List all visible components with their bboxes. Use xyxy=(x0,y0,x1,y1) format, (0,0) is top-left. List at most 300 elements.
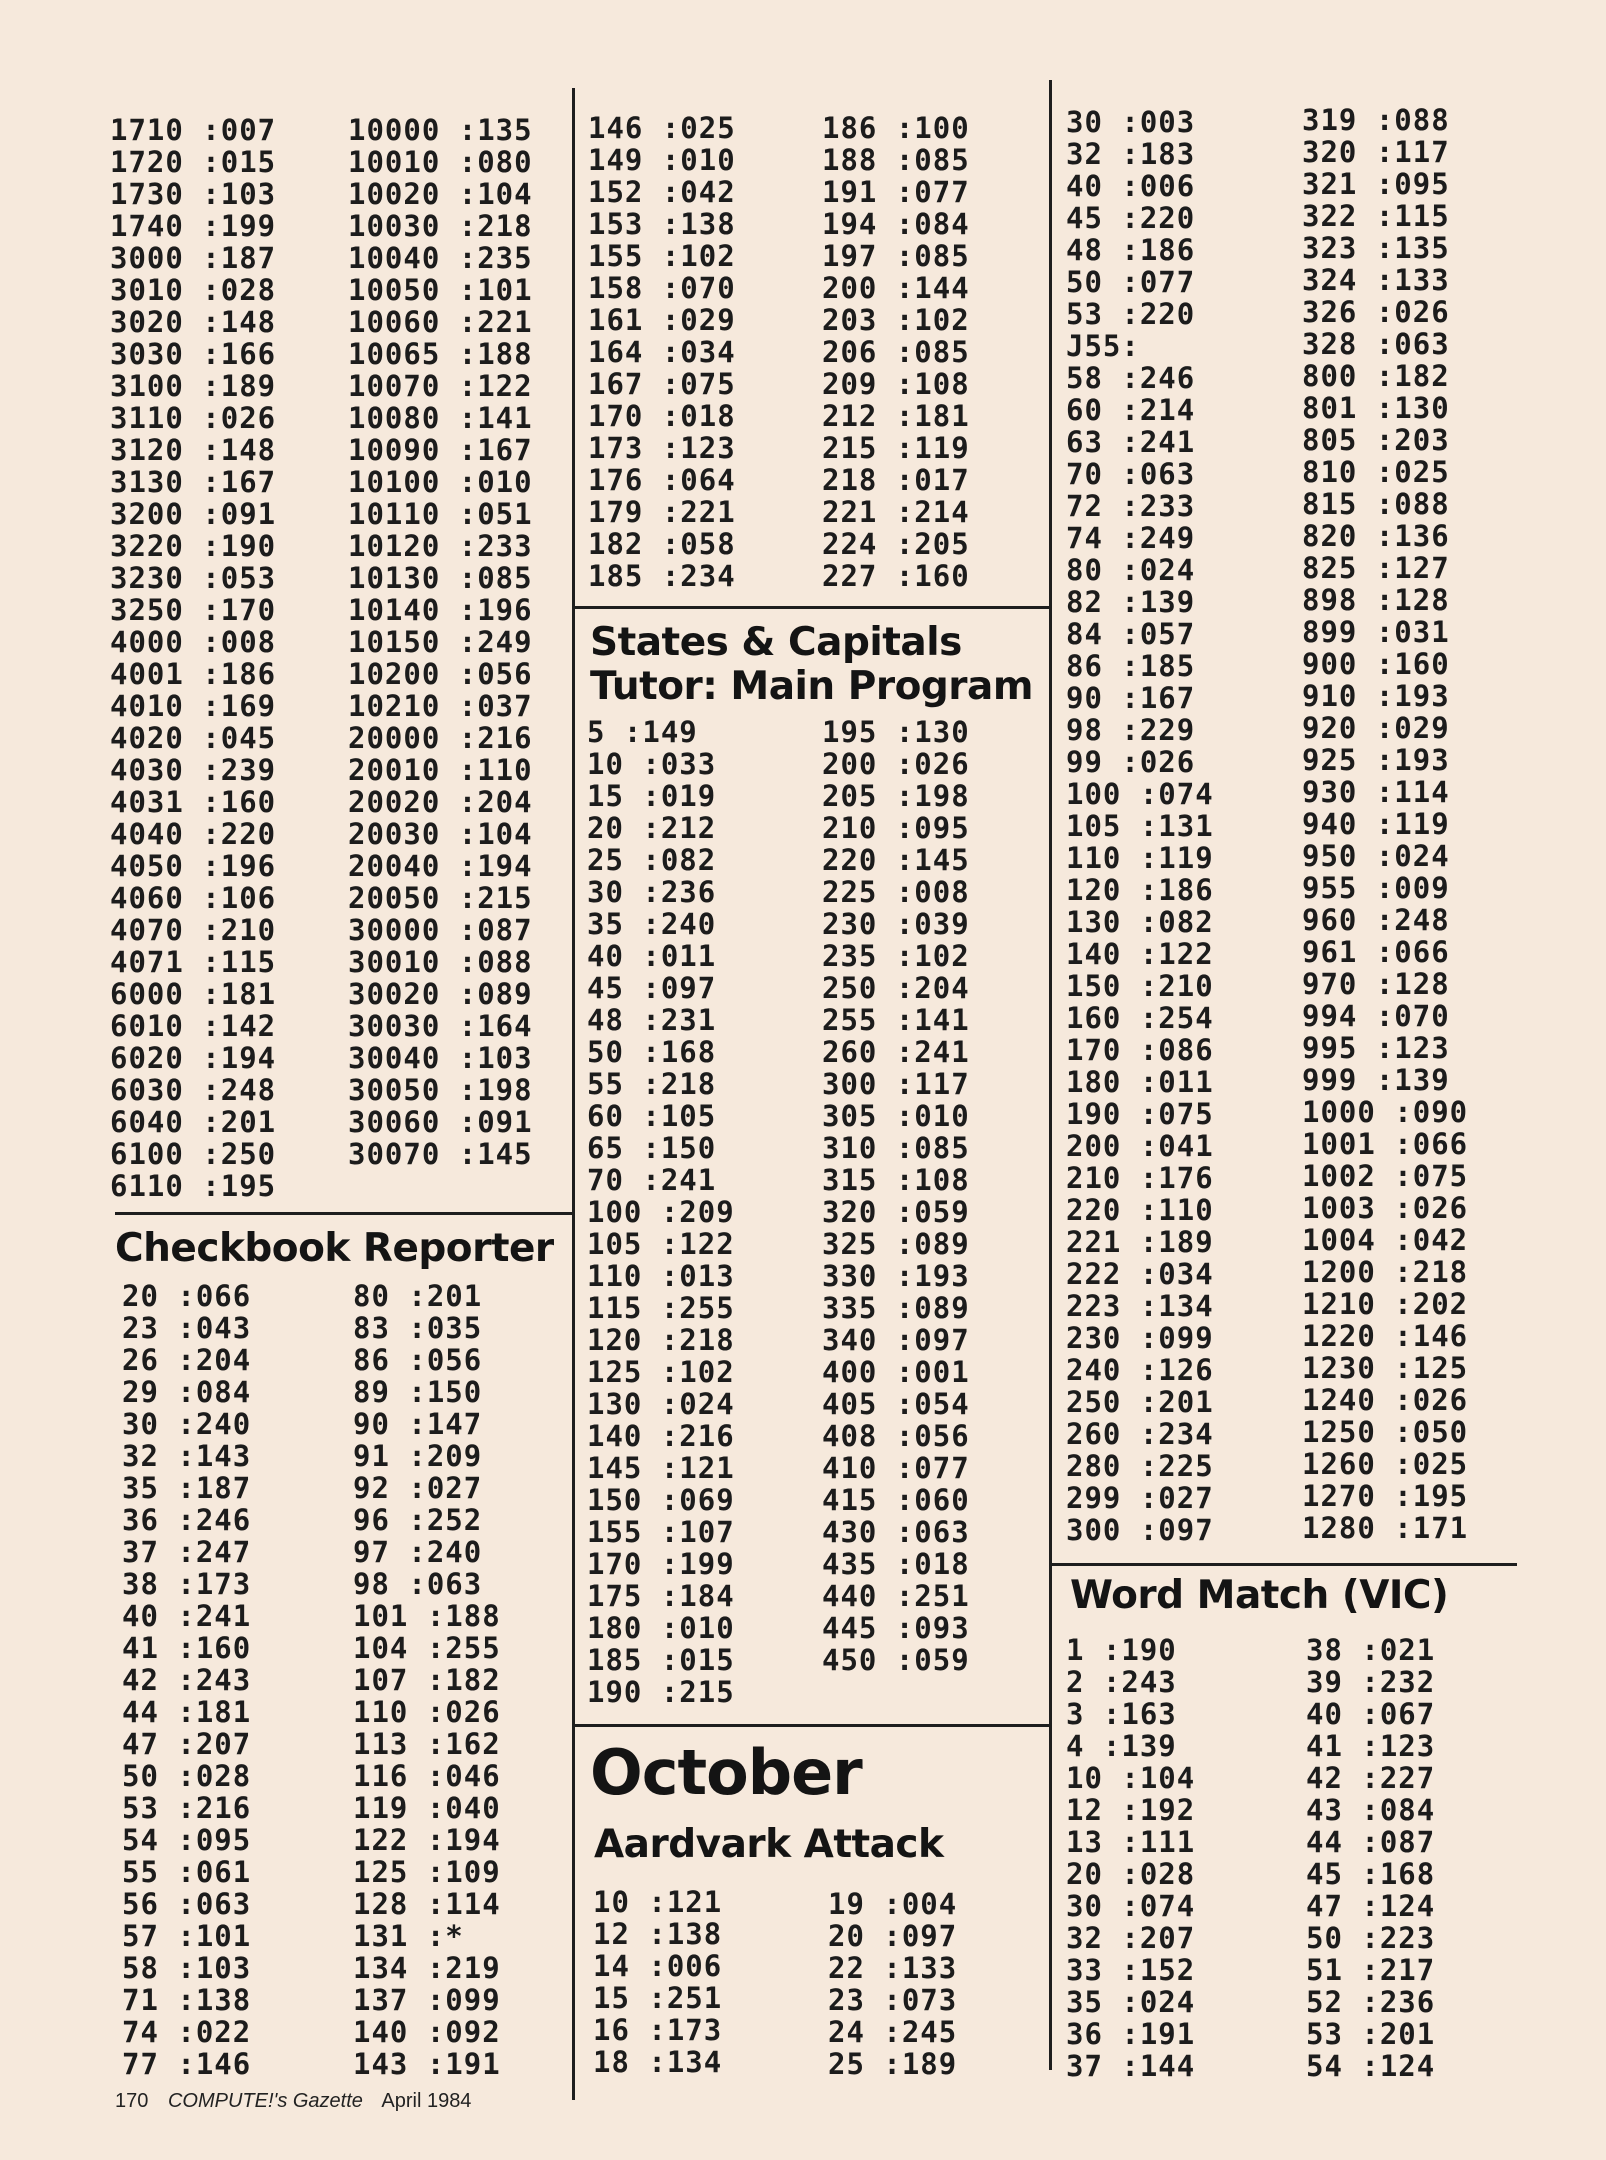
checksum-entry: 173 :123 xyxy=(588,431,736,465)
checksum-entry: 170 :018 xyxy=(588,399,736,433)
checksum-entry: 128 :114 xyxy=(353,1887,501,1921)
checksum-entry: 32 :143 xyxy=(122,1439,252,1473)
checksum-entry: 146 :025 xyxy=(588,111,736,145)
checksum-entry: 4010 :169 xyxy=(110,689,277,723)
checksum-entry: 4071 :115 xyxy=(110,945,277,979)
checksum-entry: 10050 :101 xyxy=(348,273,533,307)
column-divider-1 xyxy=(572,88,575,2100)
checksum-entry: 4020 :045 xyxy=(110,721,277,755)
checksum-entry: 48 :231 xyxy=(587,1003,717,1037)
checksum-entry: 899 :031 xyxy=(1302,615,1450,649)
aardvark-col2 xyxy=(828,1888,1028,2080)
checksum-entry: 170 :086 xyxy=(1066,1033,1214,1067)
checksum-entry: 920 :029 xyxy=(1302,711,1450,745)
checksum-entry: 89 :150 xyxy=(353,1375,483,1409)
checksum-entry: 58 :246 xyxy=(1066,361,1196,395)
checksum-entry: 180 :010 xyxy=(587,1611,735,1645)
checksum-entry: 15 :251 xyxy=(593,1981,723,2015)
checksum-entry: 205 :198 xyxy=(822,779,970,813)
checksum-entry: 12 :138 xyxy=(593,1917,723,1951)
checksum-entry: 220 :145 xyxy=(822,843,970,877)
checksum-entry: 83 :035 xyxy=(353,1311,483,1345)
checksum-entry: 160 :254 xyxy=(1066,1001,1214,1035)
checksum-entry: 260 :241 xyxy=(822,1035,970,1069)
checksum-entry: 3230 :053 xyxy=(110,561,277,595)
checksum-entry: 105 :131 xyxy=(1066,809,1214,843)
checksum-entry: 310 :085 xyxy=(822,1131,970,1165)
checksum-entry: 90 :147 xyxy=(353,1407,483,1441)
checksum-entry: 42 :243 xyxy=(122,1663,252,1697)
checksum-entry: 10060 :221 xyxy=(348,305,533,339)
checksum-entry: 14 :006 xyxy=(593,1949,723,1983)
checksum-entry: 960 :248 xyxy=(1302,903,1450,937)
checksum-entry: 224 :205 xyxy=(822,527,970,561)
checksum-entry: 940 :119 xyxy=(1302,807,1450,841)
checksum-entry: 994 :070 xyxy=(1302,999,1450,1033)
checksum-entry: 223 :134 xyxy=(1066,1289,1214,1323)
checksum-entry: 91 :209 xyxy=(353,1439,483,1473)
checksum-entry: 1240 :026 xyxy=(1302,1383,1469,1417)
checksum-entry: 335 :089 xyxy=(822,1291,970,1325)
checksum-entry: 36 :246 xyxy=(122,1503,252,1537)
checksum-entry: 203 :102 xyxy=(822,303,970,337)
checksum-entry: 29 :084 xyxy=(122,1375,252,1409)
checksum-entry: 25 :189 xyxy=(828,2047,958,2081)
checksum-entry: 47 :207 xyxy=(122,1727,252,1761)
checksum-entry: 3120 :148 xyxy=(110,433,277,467)
checksum-entry: 220 :110 xyxy=(1066,1193,1214,1227)
section-rule-checkbook xyxy=(115,1212,575,1215)
checksum-entry: 408 :056 xyxy=(822,1419,970,1453)
checksum-entry: 45 :220 xyxy=(1066,201,1196,235)
checksum-entry: 30050 :198 xyxy=(348,1073,533,1107)
checksum-entry: 300 :097 xyxy=(1066,1513,1214,1547)
checksum-entry: 260 :234 xyxy=(1066,1417,1214,1451)
checksum-entry: 10040 :235 xyxy=(348,241,533,275)
checksum-entry: 65 :150 xyxy=(587,1131,717,1165)
checksum-entry: 54 :124 xyxy=(1306,2049,1436,2083)
checksum-entry: 30 :240 xyxy=(122,1407,252,1441)
checksum-entry: 60 :214 xyxy=(1066,393,1196,427)
checksum-entry: 50 :077 xyxy=(1066,265,1196,299)
checksum-entry: 182 :058 xyxy=(588,527,736,561)
checksum-entry: 330 :193 xyxy=(822,1259,970,1293)
aardvark-col1 xyxy=(593,1886,793,2078)
checksum-entry: 23 :043 xyxy=(122,1311,252,1345)
checksum-entry: 4040 :220 xyxy=(110,817,277,851)
checksum-entry: 155 :102 xyxy=(588,239,736,273)
checksum-entry: 10150 :249 xyxy=(348,625,533,659)
checksum-entry: 400 :001 xyxy=(822,1355,970,1389)
section-rule-states xyxy=(575,606,1051,609)
checksum-entry: 18 :134 xyxy=(593,2045,723,2079)
checksum-entry: 194 :084 xyxy=(822,207,970,241)
checksum-entry: 3010 :028 xyxy=(110,273,277,307)
checksum-entry: 152 :042 xyxy=(588,175,736,209)
checksum-entry: 38 :173 xyxy=(122,1567,252,1601)
checksum-entry: 70 :241 xyxy=(587,1163,717,1197)
checksum-entry: 305 :010 xyxy=(822,1099,970,1133)
checksum-entry: 323 :135 xyxy=(1302,231,1450,265)
checksum-entry: 100 :209 xyxy=(587,1195,735,1229)
column-divider-2 xyxy=(1049,80,1052,2070)
checksum-entry: 3130 :167 xyxy=(110,465,277,499)
checksum-entry: 810 :025 xyxy=(1302,455,1450,489)
checksum-entry: 20020 :204 xyxy=(348,785,533,819)
checksum-entry: 48 :186 xyxy=(1066,233,1196,267)
checksum-entry: 1260 :025 xyxy=(1302,1447,1469,1481)
checksum-entry: 57 :101 xyxy=(122,1919,252,1953)
checksum-entry: 145 :121 xyxy=(587,1451,735,1485)
checksum-entry: 210 :095 xyxy=(822,811,970,845)
checksum-entry: 134 :219 xyxy=(353,1951,501,1985)
checksum-entry: 324 :133 xyxy=(1302,263,1450,297)
checksum-entry: 155 :107 xyxy=(587,1515,735,1549)
checksum-entry: 30 :236 xyxy=(587,875,717,909)
checksum-entry: 37 :247 xyxy=(122,1535,252,1569)
checksum-entry: 3250 :170 xyxy=(110,593,277,627)
checksum-entry: 20000 :216 xyxy=(348,721,533,755)
checksum-entry: 41 :123 xyxy=(1306,1729,1436,1763)
checksum-entry: 200 :026 xyxy=(822,747,970,781)
section-rule-october xyxy=(575,1724,1051,1727)
checksum-entry: 140 :122 xyxy=(1066,937,1214,971)
listing-b-col1 xyxy=(588,112,788,592)
checksum-entry: 80 :024 xyxy=(1066,553,1196,587)
checksum-entry: 6110 :195 xyxy=(110,1169,277,1203)
checksum-entry: 1230 :125 xyxy=(1302,1351,1469,1385)
checksum-entry: 74 :022 xyxy=(122,2015,252,2049)
checksum-entry: 20 :028 xyxy=(1066,1857,1196,1891)
checksum-entry: 322 :115 xyxy=(1302,199,1450,233)
checksum-entry: 320 :059 xyxy=(822,1195,970,1229)
checksum-entry: 325 :089 xyxy=(822,1227,970,1261)
checksum-entry: 39 :232 xyxy=(1306,1665,1436,1699)
checksum-entry: 3100 :189 xyxy=(110,369,277,403)
listing-a-col1 xyxy=(110,114,300,1202)
checksum-entry: 925 :193 xyxy=(1302,743,1450,777)
magazine-name: COMPUTE!'s Gazette xyxy=(167,2090,363,2112)
checksum-entry: 13 :111 xyxy=(1066,1825,1196,1859)
checksum-entry: 200 :041 xyxy=(1066,1129,1214,1163)
checksum-entry: 161 :029 xyxy=(588,303,736,337)
states-title-line1: States & Capitals xyxy=(590,620,962,665)
checksum-entry: 47 :124 xyxy=(1306,1889,1436,1923)
checksum-entry: 825 :127 xyxy=(1302,551,1450,585)
checksum-entry: 176 :064 xyxy=(588,463,736,497)
checksum-entry: 1003 :026 xyxy=(1302,1191,1469,1225)
checksum-entry: 230 :039 xyxy=(822,907,970,941)
checksum-entry: 6010 :142 xyxy=(110,1009,277,1043)
checksum-entry: 10110 :051 xyxy=(348,497,533,531)
checksum-entry: 32 :207 xyxy=(1066,1921,1196,1955)
checksum-entry: 280 :225 xyxy=(1066,1449,1214,1483)
checksum-entry: 143 :191 xyxy=(353,2047,501,2081)
checksum-entry: 30000 :087 xyxy=(348,913,533,947)
checksum-entry: 405 :054 xyxy=(822,1387,970,1421)
checksum-entry: 12 :192 xyxy=(1066,1793,1196,1827)
checksum-entry: 415 :060 xyxy=(822,1483,970,1517)
checksum-entry: 51 :217 xyxy=(1306,1953,1436,1987)
checksum-entry: 98 :063 xyxy=(353,1567,483,1601)
checksum-entry: 1730 :103 xyxy=(110,177,277,211)
checksum-entry: 1710 :007 xyxy=(110,113,277,147)
checksum-entry: 82 :139 xyxy=(1066,585,1196,619)
checksum-entry: 30010 :088 xyxy=(348,945,533,979)
checksum-entry: 970 :128 xyxy=(1302,967,1450,1001)
checksum-entry: 1740 :199 xyxy=(110,209,277,243)
checksum-entry: 16 :173 xyxy=(593,2013,723,2047)
checksum-entry: 53 :216 xyxy=(122,1791,252,1825)
checksum-entry: 1002 :075 xyxy=(1302,1159,1469,1193)
checksum-entry: 3220 :190 xyxy=(110,529,277,563)
checksum-entry: 40 :006 xyxy=(1066,169,1196,203)
checksum-entry: 77 :146 xyxy=(122,2047,252,2081)
checksum-entry: 212 :181 xyxy=(822,399,970,433)
checksum-entry: 186 :100 xyxy=(822,111,970,145)
checksum-entry: 119 :040 xyxy=(353,1791,501,1825)
checksum-entry: 105 :122 xyxy=(587,1227,735,1261)
checksum-entry: 20040 :194 xyxy=(348,849,533,883)
checksum-entry: 97 :240 xyxy=(353,1535,483,1569)
checksum-entry: 90 :167 xyxy=(1066,681,1196,715)
checksum-entry: 1200 :218 xyxy=(1302,1255,1469,1289)
checksum-entry: 110 :119 xyxy=(1066,841,1214,875)
checksum-entry: 24 :245 xyxy=(828,2015,958,2049)
checksum-entry: 10010 :080 xyxy=(348,145,533,179)
section-rule-wordmatch xyxy=(1052,1563,1517,1566)
checksum-entry: 3110 :026 xyxy=(110,401,277,435)
checksum-entry: 210 :176 xyxy=(1066,1161,1214,1195)
checksum-entry: 36 :191 xyxy=(1066,2017,1196,2051)
checksum-entry: 10100 :010 xyxy=(348,465,533,499)
checksum-entry: 71 :138 xyxy=(122,1983,252,2017)
checksum-entry: 800 :182 xyxy=(1302,359,1450,393)
checksum-entry: 70 :063 xyxy=(1066,457,1196,491)
checksum-entry: 72 :233 xyxy=(1066,489,1196,523)
checksum-entry: 3030 :166 xyxy=(110,337,277,371)
checksum-entry: 910 :193 xyxy=(1302,679,1450,713)
checksum-entry: 20 :212 xyxy=(587,811,717,845)
checksum-entry: 107 :182 xyxy=(353,1663,501,1697)
checksum-entry: 999 :139 xyxy=(1302,1063,1450,1097)
checksum-entry: 125 :102 xyxy=(587,1355,735,1389)
checksum-entry: 221 :189 xyxy=(1066,1225,1214,1259)
checksum-entry: 450 :059 xyxy=(822,1643,970,1677)
checksum-entry: 50 :028 xyxy=(122,1759,252,1793)
checksum-entry: 218 :017 xyxy=(822,463,970,497)
states-col1 xyxy=(587,716,787,1708)
checksum-entry: 4 :139 xyxy=(1066,1729,1177,1763)
wordmatch-col1 xyxy=(1066,1634,1266,2082)
checksum-entry: 10 :104 xyxy=(1066,1761,1196,1795)
checksum-entry: 20050 :215 xyxy=(348,881,533,915)
checksum-entry: 22 :133 xyxy=(828,1951,958,1985)
checksum-entry: 1210 :202 xyxy=(1302,1287,1469,1321)
checksum-entry: 80 :201 xyxy=(353,1279,483,1313)
checksum-entry: 950 :024 xyxy=(1302,839,1450,873)
checksum-entry: 44 :087 xyxy=(1306,1825,1436,1859)
checksum-entry: 188 :085 xyxy=(822,143,970,177)
checksum-entry: 45 :097 xyxy=(587,971,717,1005)
checksum-entry: 179 :221 xyxy=(588,495,736,529)
checksum-entry: 43 :084 xyxy=(1306,1793,1436,1827)
checksum-entry: 175 :184 xyxy=(587,1579,735,1613)
checksum-entry: 1000 :090 xyxy=(1302,1095,1469,1129)
checksum-entry: 167 :075 xyxy=(588,367,736,401)
checksum-entry: 60 :105 xyxy=(587,1099,717,1133)
checksum-entry: 326 :026 xyxy=(1302,295,1450,329)
checksum-entry: 1001 :066 xyxy=(1302,1127,1469,1161)
checksum-entry: 209 :108 xyxy=(822,367,970,401)
checksum-entry: 53 :201 xyxy=(1306,2017,1436,2051)
checksum-entry: 995 :123 xyxy=(1302,1031,1450,1065)
checksum-entry: 116 :046 xyxy=(353,1759,501,1793)
checksum-entry: 190 :215 xyxy=(587,1675,735,1709)
checksum-entry: 10130 :085 xyxy=(348,561,533,595)
checksum-entry: 125 :109 xyxy=(353,1855,501,1889)
checksum-entry: 4001 :186 xyxy=(110,657,277,691)
checksum-entry: 98 :229 xyxy=(1066,713,1196,747)
checksum-entry: 961 :066 xyxy=(1302,935,1450,969)
listing-a-col2 xyxy=(348,114,563,1170)
checksum-entry: J55: xyxy=(1066,329,1140,363)
checksum-entry: 19 :004 xyxy=(828,1887,958,1921)
checksum-entry: 38 :021 xyxy=(1306,1633,1436,1667)
checksum-entry: 185 :234 xyxy=(588,559,736,593)
checksum-entry: 99 :026 xyxy=(1066,745,1196,779)
aardvark-title: Aardvark Attack xyxy=(594,1822,944,1867)
checksum-entry: 32 :183 xyxy=(1066,137,1196,171)
checksum-entry: 30040 :103 xyxy=(348,1041,533,1075)
listing-c-col2 xyxy=(1302,104,1512,1544)
checksum-entry: 1280 :171 xyxy=(1302,1511,1469,1545)
checksum-entry: 113 :162 xyxy=(353,1727,501,1761)
checksum-entry: 200 :144 xyxy=(822,271,970,305)
checksum-entry: 20030 :104 xyxy=(348,817,533,851)
page-number: 170 xyxy=(115,2090,149,2112)
checksum-entry: 10200 :056 xyxy=(348,657,533,691)
checksum-entry: 10120 :233 xyxy=(348,529,533,563)
checkbook-col1 xyxy=(122,1280,312,2080)
checksum-entry: 110 :013 xyxy=(587,1259,735,1293)
checksum-entry: 100 :074 xyxy=(1066,777,1214,811)
checksum-entry: 4070 :210 xyxy=(110,913,277,947)
listing-c-col1 xyxy=(1066,106,1276,1546)
checksum-entry: 5 :149 xyxy=(587,715,698,749)
checksum-entry: 3000 :187 xyxy=(110,241,277,275)
checksum-entry: 6100 :250 xyxy=(110,1137,277,1171)
checksum-entry: 815 :088 xyxy=(1302,487,1450,521)
checksum-entry: 10 :033 xyxy=(587,747,717,781)
checksum-entry: 340 :097 xyxy=(822,1323,970,1357)
checksum-entry: 35 :240 xyxy=(587,907,717,941)
checksum-entry: 55 :218 xyxy=(587,1067,717,1101)
checksum-entry: 10000 :135 xyxy=(348,113,533,147)
checksum-entry: 150 :210 xyxy=(1066,969,1214,1003)
checksum-entry: 240 :126 xyxy=(1066,1353,1214,1387)
checksum-entry: 56 :063 xyxy=(122,1887,252,1921)
checksum-entry: 115 :255 xyxy=(587,1291,735,1325)
checksum-entry: 250 :204 xyxy=(822,971,970,1005)
checksum-entry: 3200 :091 xyxy=(110,497,277,531)
checksum-entry: 30020 :089 xyxy=(348,977,533,1011)
checksum-entry: 328 :063 xyxy=(1302,327,1450,361)
checksum-entry: 3 :163 xyxy=(1066,1697,1177,1731)
checksum-entry: 4030 :239 xyxy=(110,753,277,787)
checksum-entry: 170 :199 xyxy=(587,1547,735,1581)
checksum-entry: 30060 :091 xyxy=(348,1105,533,1139)
checksum-entry: 320 :117 xyxy=(1302,135,1450,169)
states-col2 xyxy=(822,716,1022,1676)
checksum-entry: 50 :168 xyxy=(587,1035,717,1069)
checksum-entry: 10210 :037 xyxy=(348,689,533,723)
checksum-entry: 1 :190 xyxy=(1066,1633,1177,1667)
checksum-entry: 222 :034 xyxy=(1066,1257,1214,1291)
checksum-entry: 4000 :008 xyxy=(110,625,277,659)
checksum-entry: 35 :187 xyxy=(122,1471,252,1505)
wordmatch-title: Word Match (VIC) xyxy=(1070,1573,1449,1618)
checksum-entry: 130 :082 xyxy=(1066,905,1214,939)
checksum-entry: 54 :095 xyxy=(122,1823,252,1857)
checksum-entry: 191 :077 xyxy=(822,175,970,209)
checksum-entry: 820 :136 xyxy=(1302,519,1450,553)
checksum-entry: 140 :216 xyxy=(587,1419,735,1453)
checksum-entry: 25 :082 xyxy=(587,843,717,877)
checksum-entry: 40 :011 xyxy=(587,939,717,973)
checksum-entry: 6040 :201 xyxy=(110,1105,277,1139)
checksum-entry: 410 :077 xyxy=(822,1451,970,1485)
checksum-entry: 104 :255 xyxy=(353,1631,501,1665)
checksum-entry: 206 :085 xyxy=(822,335,970,369)
checksum-entry: 30070 :145 xyxy=(348,1137,533,1171)
checksum-entry: 92 :027 xyxy=(353,1471,483,1505)
checksum-entry: 15 :019 xyxy=(587,779,717,813)
checksum-entry: 801 :130 xyxy=(1302,391,1450,425)
checksum-entry: 149 :010 xyxy=(588,143,736,177)
checksum-entry: 10030 :218 xyxy=(348,209,533,243)
checksum-entry: 10140 :196 xyxy=(348,593,533,627)
checksum-entry: 30 :003 xyxy=(1066,105,1196,139)
checksum-entry: 40 :067 xyxy=(1306,1697,1436,1731)
checksum-entry: 63 :241 xyxy=(1066,425,1196,459)
checksum-entry: 315 :108 xyxy=(822,1163,970,1197)
checksum-entry: 153 :138 xyxy=(588,207,736,241)
checksum-entry: 150 :069 xyxy=(587,1483,735,1517)
checksum-entry: 300 :117 xyxy=(822,1067,970,1101)
checksum-entry: 10080 :141 xyxy=(348,401,533,435)
checksum-entry: 33 :152 xyxy=(1066,1953,1196,1987)
checksum-entry: 227 :160 xyxy=(822,559,970,593)
checksum-entry: 10065 :188 xyxy=(348,337,533,371)
checksum-entry: 1250 :050 xyxy=(1302,1415,1469,1449)
checkbook-title: Checkbook Reporter xyxy=(115,1226,554,1271)
checksum-entry: 190 :075 xyxy=(1066,1097,1214,1131)
checksum-entry: 86 :185 xyxy=(1066,649,1196,683)
checksum-entry: 319 :088 xyxy=(1302,103,1450,137)
checksum-entry: 445 :093 xyxy=(822,1611,970,1645)
checksum-entry: 84 :057 xyxy=(1066,617,1196,651)
checksum-entry: 195 :130 xyxy=(822,715,970,749)
checksum-entry: 37 :144 xyxy=(1066,2049,1196,2083)
checksum-entry: 6020 :194 xyxy=(110,1041,277,1075)
checksum-entry: 10020 :104 xyxy=(348,177,533,211)
checksum-entry: 101 :188 xyxy=(353,1599,501,1633)
listing-b-col2 xyxy=(822,112,1022,592)
checksum-entry: 430 :063 xyxy=(822,1515,970,1549)
checksum-entry: 10070 :122 xyxy=(348,369,533,403)
checksum-entry: 55 :061 xyxy=(122,1855,252,1889)
